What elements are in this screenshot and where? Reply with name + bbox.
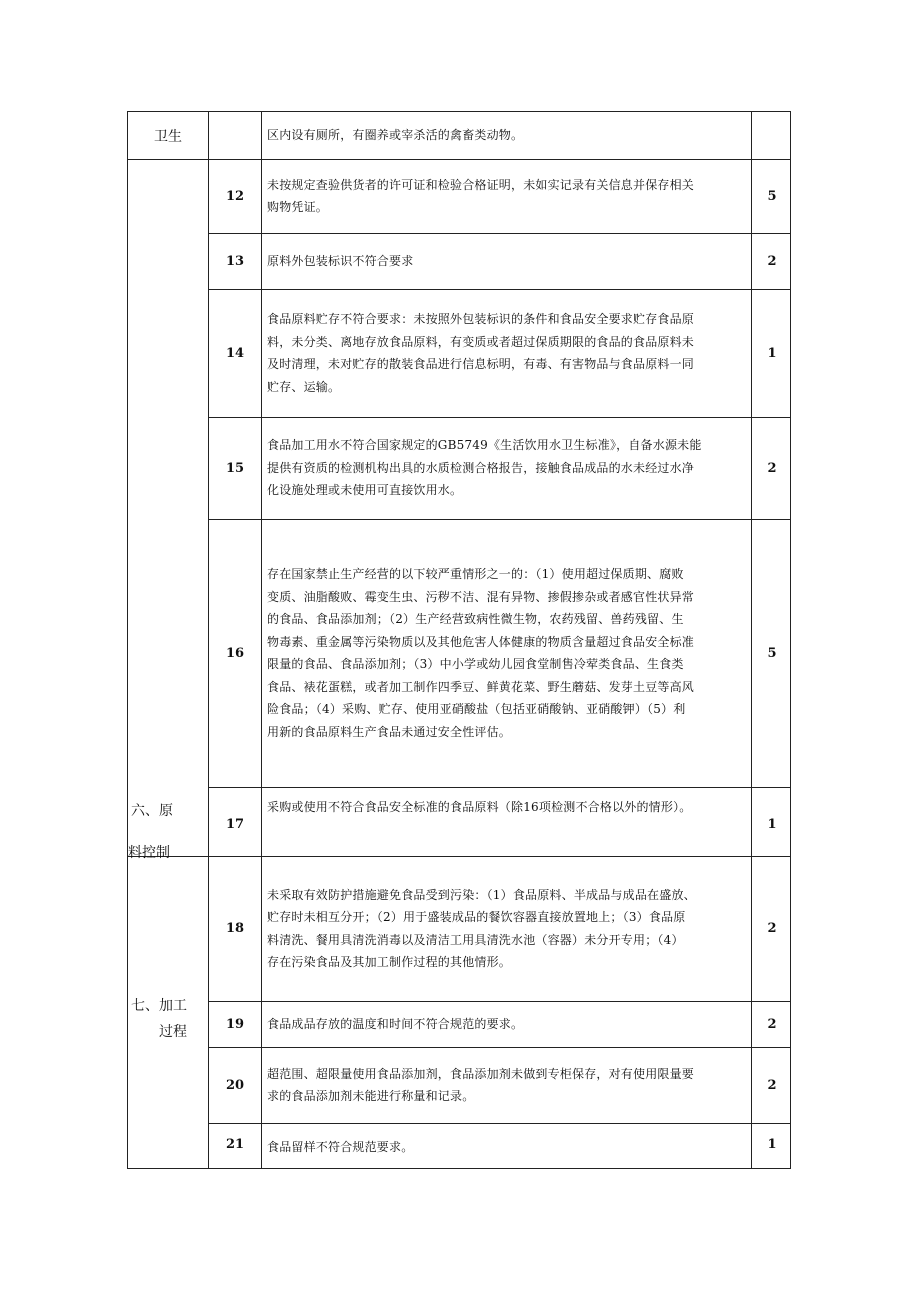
description-line: 原料外包装标识不符合要求	[267, 253, 414, 268]
description-line: 贮存时未相互分开；（2）用于盛装成品的餐饮容器直接放置地上；（3）食品原	[267, 910, 686, 924]
category-label: 卫生	[154, 128, 182, 145]
item-description	[262, 112, 751, 159]
item-description	[262, 289, 751, 417]
category-processing-line2: 过程	[159, 1024, 187, 1040]
description-line: 用新的食品原料生产食品未通过安全性评估。	[267, 724, 512, 739]
item-number: 12	[225, 188, 245, 204]
description-line: 区内设有厕所，有圈养或宰杀活的禽畜类动物。	[267, 128, 524, 143]
description-line: 物毒素、重金属等污染物质以及其他危害人体健康的物质含量超过食品安全标准	[267, 634, 695, 649]
item-score: 2	[767, 921, 777, 936]
description-line: 存在国家禁止生产经营的以下较严重情形之一的：（1）使用超过保质期、腐败	[267, 567, 684, 581]
description-line: 未按规定查验供货者的许可证和检验合格证明，未如实记录有关信息并保存相关	[267, 177, 695, 192]
item-number: 18	[225, 921, 245, 936]
item-score: 1	[767, 817, 777, 832]
item-score: 2	[767, 460, 777, 476]
item-number: 16	[225, 645, 245, 661]
item-description	[262, 787, 751, 827]
description-line: 料清洗、餐用具清洗消毒以及清洁工用具清洗水池（容器）未分开专用；（4）	[267, 932, 684, 947]
item-description	[262, 417, 751, 519]
category-processing-line1: 七、加工	[131, 998, 187, 1014]
description-line: 超范围、超限量使用食品添加剂，食品添加剂未做到专柜保存，对有使用限量要	[267, 1066, 695, 1081]
description-line: 险食品；（4）采购、贮存、使用亚硝酸盐（包括亚硝酸钠、亚硝酸钾）（5）利	[267, 702, 686, 716]
item-description	[262, 1123, 751, 1169]
item-description	[262, 1047, 751, 1123]
description-line: 食品留样不符合规范要求。	[267, 1140, 414, 1154]
description-line: 食品成品存放的温度和时间不符合规范的要求。	[267, 1016, 524, 1031]
description-line: 限量的食品、食品添加剂；（3）中小学或幼儿园食堂制售冷荤类食品、生食类	[267, 657, 684, 671]
item-number: 17	[225, 817, 245, 832]
item-score: 5	[767, 188, 777, 204]
item-description	[262, 856, 751, 1001]
description-line: 未采取有效防护措施避免食品受到污染：（1）食品原料、半成品与成品在盛放、	[267, 887, 696, 902]
description-line: 食品加工用水不符合国家规定的GB5749《生活饮用水卫生标准》，自备水源未能	[267, 438, 702, 453]
item-description	[262, 1001, 751, 1047]
item-score: 2	[767, 1016, 777, 1032]
item-description	[262, 159, 751, 233]
description-line: 购物凭证。	[267, 200, 329, 214]
category-material-control-line1: 六、原	[131, 803, 173, 819]
category-material-control-line2: 料控制	[128, 845, 170, 861]
description-line: 食品、裱花蛋糕，或者加工制作四季豆、鲜黄花菜、野生蘑菇、发芽土豆等高风	[267, 679, 695, 694]
description-line: 变质、油脂酸败、霉变生虫、污秽不洁、混有异物、掺假掺杂或者感官性状异常	[267, 589, 695, 604]
item-score: 1	[767, 1137, 777, 1152]
item-number: 15	[225, 460, 245, 476]
description-line: 提供有资质的检测机构出具的水质检测合格报告，接触食品成品的水未经过水净	[267, 460, 695, 475]
item-description	[262, 519, 751, 787]
item-number: 20	[225, 1077, 245, 1093]
description-line: 的食品、食品添加剂；（2）生产经营致病性微生物，农药残留、兽药残留、生	[267, 612, 684, 626]
item-description	[262, 233, 751, 289]
item-number: 13	[225, 253, 245, 269]
description-line: 食品原料贮存不符合要求：未按照外包装标识的条件和食品安全要求贮存食品原	[267, 312, 695, 326]
category-hygiene	[128, 112, 208, 159]
inspection-table	[127, 111, 791, 1169]
description-line: 存在污染食品及其加工制作过程的其他情形。	[267, 955, 512, 969]
description-line: 料，未分类、离地存放食品原料，有变质或者超过保质期限的食品的食品原料未	[267, 334, 695, 349]
item-score: 5	[767, 645, 777, 661]
description-line: 采购或使用不符合食品安全标准的食品原料（除16项检测不合格以外的情形）。	[267, 799, 692, 814]
item-number: 21	[225, 1137, 245, 1152]
item-score: 1	[767, 345, 777, 361]
description-line: 及时清理，未对贮存的散装食品进行信息标明，有毒、有害物品与食品原料一同	[267, 357, 695, 371]
item-score: 2	[767, 253, 777, 269]
item-number: 14	[225, 345, 245, 361]
description-line: 贮存、运输。	[267, 379, 341, 394]
description-line: 求的食品添加剂未能进行称量和记录。	[267, 1089, 475, 1103]
item-score: 2	[767, 1077, 777, 1093]
item-number: 19	[225, 1016, 245, 1032]
description-line: 化设施处理或未使用可直接饮用水。	[267, 483, 463, 498]
